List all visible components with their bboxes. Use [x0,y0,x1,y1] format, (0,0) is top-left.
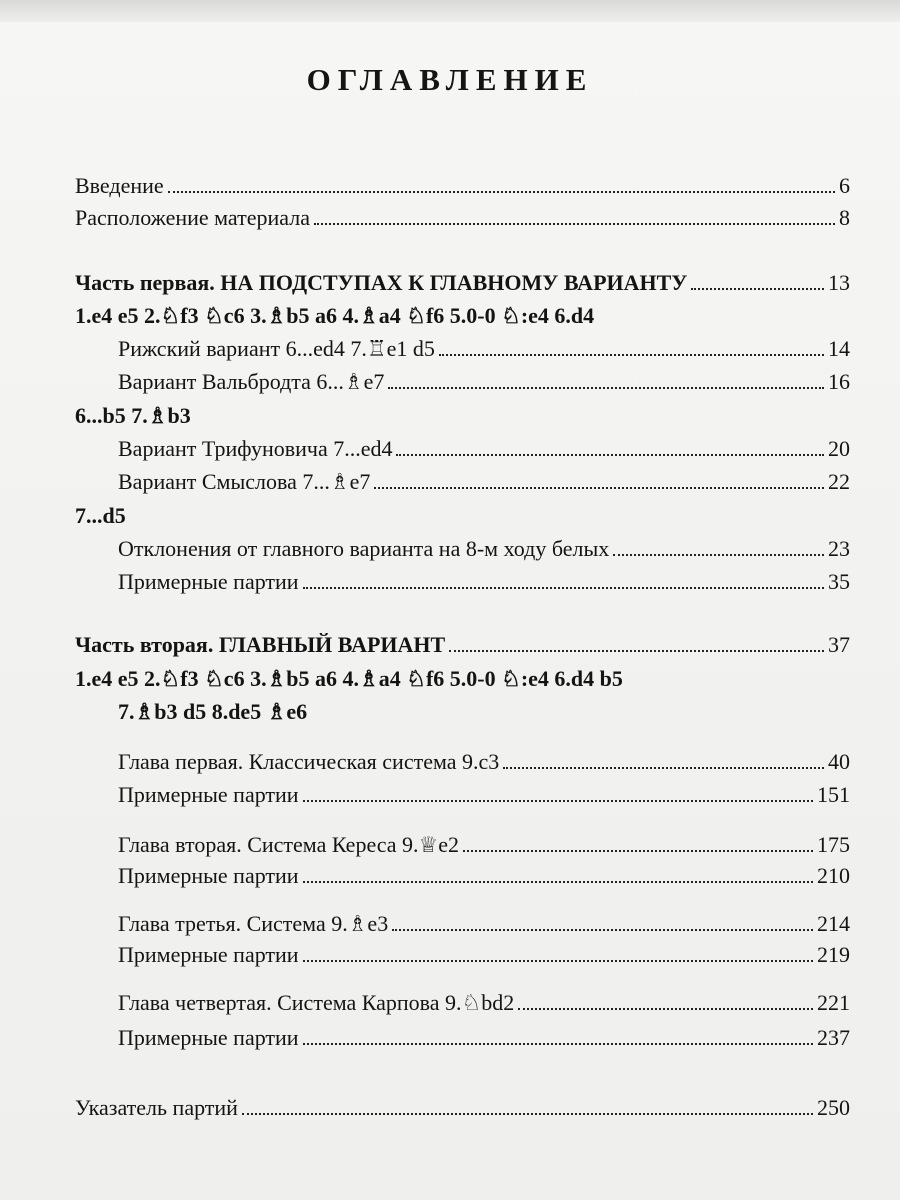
toc-page-number: 20 [828,436,850,461]
toc-label: Часть вторая. ГЛАВНЫЙ ВАРИАНТ [75,632,446,657]
toc-entry-trifunovic[interactable] [118,436,850,462]
toc-entry-walbrodt[interactable] [118,369,850,395]
toc-page-number: 23 [828,536,850,561]
leader-dots [518,1008,813,1010]
toc-label: Примерные партии [118,1025,299,1050]
leader-dots [374,487,824,489]
leader-dots [242,1113,813,1115]
leader-dots [691,288,824,290]
leader-dots [303,800,813,802]
toc-entry-deviations[interactable] [118,536,850,562]
toc-label: Глава четвертая. Система Карпова 9.♘bd2 [118,990,515,1015]
toc-entry-games1[interactable] [118,569,850,595]
toc-page-number: 250 [817,1095,850,1120]
page-title: ОГЛАВЛЕНИЕ [306,62,594,97]
toc-page-number: 22 [828,469,850,494]
toc-entry-ch4-games[interactable] [118,1025,850,1051]
part1-move-line: 1.e4 e5 2.♘f3 ♘c6 3.♗b5 a6 4.♗a4 ♘f6 5.0-0 ♘:e4 6.d4 [75,303,595,328]
toc-entry-ch2[interactable] [118,832,850,858]
toc-page-number: 16 [828,369,850,394]
leader-dots [303,881,813,883]
leader-dots [449,650,824,652]
toc-page-number: 151 [817,782,850,807]
part2-move-line-1: 1.e4 e5 2.♘f3 ♘c6 3.♗b5 a6 4.♗a4 ♘f6 5.0-0 ♘:e4 6.d4 b5 [75,666,623,691]
toc-entry-riga[interactable] [118,336,850,362]
toc-page-number: 14 [828,336,850,361]
toc-entry-part1[interactable] [75,270,850,296]
toc-entry-intro[interactable] [75,173,850,199]
leader-dots [396,454,824,456]
toc-page-number: 6 [839,173,850,198]
leader-dots [303,960,813,962]
toc-label: Примерные партии [118,782,299,807]
toc-label: Примерные партии [118,863,299,888]
d5-move-line: 7...d5 [75,503,126,528]
toc-page-number: 37 [828,632,850,657]
toc-entry-layout[interactable] [75,205,850,231]
toc-label: Примерные партии [118,569,299,594]
leader-dots [314,223,835,225]
leader-dots [388,387,824,389]
toc-entry-ch1-games[interactable] [118,782,850,808]
toc-label: Введение [75,173,164,198]
toc-label: Глава вторая. Система Кереса 9.♕e2 [118,832,460,857]
toc-entry-ch4[interactable] [118,990,850,1016]
toc-label: Вариант Трифуновича 7...ed4 [118,436,393,461]
toc-label: Расположение материала [75,205,310,230]
toc-label: Примерные партии [118,942,299,967]
toc-label: Вариант Смыслова 7...♗e7 [118,469,371,494]
leader-dots [503,767,824,769]
toc-page-number: 221 [817,990,850,1015]
leader-dots [439,354,824,356]
toc-page-number: 175 [817,832,850,857]
toc-label: Часть первая. НА ПОДСТУПАХ К ГЛАВНОМУ ВАРИАНТУ [75,270,688,295]
b5-move-line: 6...b5 7.♗b3 [75,403,191,428]
toc-page-number: 210 [817,863,850,888]
leader-dots [463,850,813,852]
leader-dots [303,1043,813,1045]
toc-entry-part2[interactable] [75,632,850,658]
toc-page-number: 214 [817,911,850,936]
toc-label: Рижский вариант 6...ed4 7.♖e1 d5 [118,336,435,361]
toc-entry-smyslov[interactable] [118,469,850,495]
toc-page-number: 13 [828,270,850,295]
leader-dots [392,929,813,931]
toc-label: Отклонения от главного варианта на 8-м ходу белых [118,536,610,561]
toc-page-number: 40 [828,749,850,774]
toc-page-number: 219 [817,942,850,967]
toc-entry-index[interactable] [75,1095,850,1121]
toc-page-number: 35 [828,569,850,594]
leader-dots [613,554,824,556]
toc-label: Глава первая. Классическая система 9.c3 [118,749,500,774]
toc-label: Глава третья. Система 9.♗e3 [118,911,389,936]
toc-label: Вариант Вальбродта 6...♗e7 [118,369,385,394]
leader-dots [303,587,824,589]
toc-entry-ch3[interactable] [118,911,850,937]
part2-move-line-2: 7.♗b3 d5 8.de5 ♗e6 [118,699,308,724]
toc-label: Указатель партий [75,1095,238,1120]
page-top-edge [0,0,900,22]
toc-entry-ch3-games[interactable] [118,942,850,968]
toc-page-number: 8 [839,205,850,230]
toc-page-number: 237 [817,1025,850,1050]
toc-entry-ch1[interactable] [118,749,850,775]
toc-entry-ch2-games[interactable] [118,863,850,889]
leader-dots [168,191,835,193]
